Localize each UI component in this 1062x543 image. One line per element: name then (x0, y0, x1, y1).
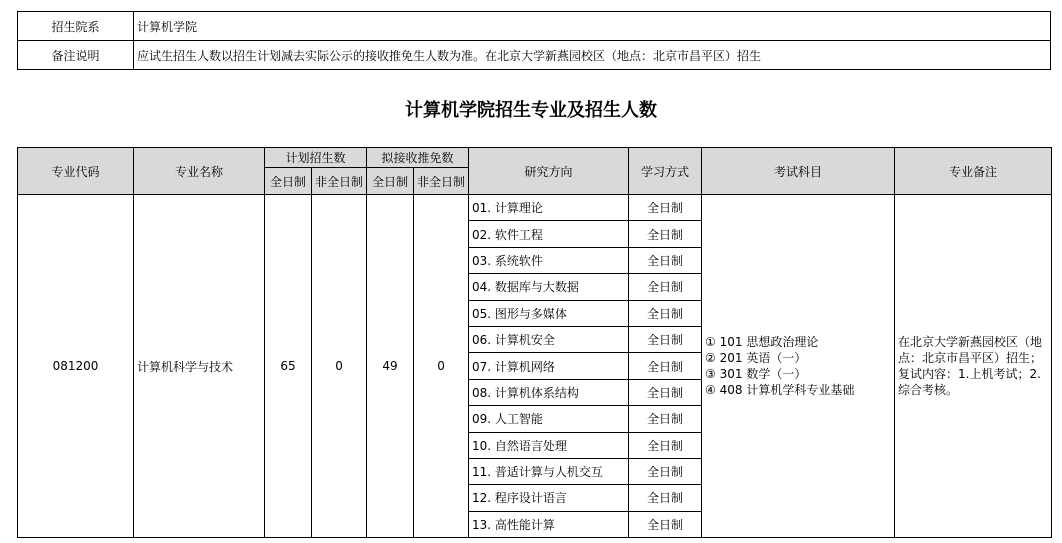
exam-subject: ③ 301 数学（一） (705, 367, 807, 382)
direction-mode: 全日制 (629, 353, 702, 379)
direction-name: 11. 普适计算与人机交互 (469, 458, 629, 484)
rec-fulltime-count: 49 (367, 195, 414, 538)
major-name: 计算机科学与技术 (134, 195, 265, 538)
exam-subject: ① 101 思想政治理论 (705, 335, 819, 350)
direction-name: 04. 数据库与大数据 (469, 274, 629, 300)
direction-name: 12. 程序设计语言 (469, 485, 629, 511)
direction-mode: 全日制 (629, 458, 702, 484)
exam-subjects (702, 195, 895, 538)
direction-mode: 全日制 (629, 300, 702, 326)
direction-name: 05. 图形与多媒体 (469, 300, 629, 326)
direction-mode: 全日制 (629, 406, 702, 432)
direction-mode: 全日制 (629, 221, 702, 247)
header-study-mode: 学习方式 (629, 148, 702, 195)
direction-name: 03. 系统软件 (469, 247, 629, 273)
direction-mode: 全日制 (629, 432, 702, 458)
department-label: 招生院系 (18, 12, 134, 41)
direction-name: 06. 计算机安全 (469, 326, 629, 352)
header-plan-parttime: 非全日制 (312, 168, 367, 195)
header-plan-fulltime: 全日制 (265, 168, 312, 195)
direction-name: 09. 人工智能 (469, 406, 629, 432)
header-exam: 考试科目 (702, 148, 895, 195)
major-remark-text: 在北京大学新燕园校区（地点：北京市昌平区）招生；复试内容：1.上机考试；2.综合考核。 (898, 335, 1043, 398)
major-code: 081200 (18, 195, 134, 538)
header-plan: 计划招生数 (265, 148, 367, 168)
info-row-remarks (18, 41, 1051, 70)
direction-name: 02. 软件工程 (469, 221, 629, 247)
direction-name: 01. 计算理论 (469, 195, 629, 221)
info-table (17, 11, 1051, 70)
plan-parttime-count: 0 (312, 195, 367, 538)
header-direction: 研究方向 (469, 148, 629, 195)
direction-mode: 全日制 (629, 274, 702, 300)
remarks-value: 应试生招生人数以招生计划减去实际公示的接收推免生人数为准。在北京大学新燕园校区（地点：北京市昌平区）招生 (134, 41, 1051, 70)
table-row (18, 195, 1052, 221)
header-rec-fulltime: 全日制 (367, 168, 414, 195)
direction-mode: 全日制 (629, 195, 702, 221)
direction-name: 08. 计算机体系结构 (469, 379, 629, 405)
info-row-department (18, 12, 1051, 41)
header-code: 专业代码 (18, 148, 134, 195)
exam-subject: ② 201 英语（一） (705, 351, 807, 366)
header-row-1 (18, 148, 1052, 168)
page-title: 计算机学院招生专业及招生人数 (405, 100, 657, 121)
enrollment-table (17, 147, 1052, 538)
direction-name: 07. 计算机网络 (469, 353, 629, 379)
header-name: 专业名称 (134, 148, 265, 195)
header-rec-parttime: 非全日制 (414, 168, 469, 195)
remarks-label: 备注说明 (18, 41, 134, 70)
direction-mode: 全日制 (629, 326, 702, 352)
direction-name: 13. 高性能计算 (469, 511, 629, 537)
header-recommend: 拟接收推免数 (367, 148, 469, 168)
exam-subject: ④ 408 计算机学科专业基础 (705, 383, 855, 398)
header-remark: 专业备注 (895, 148, 1052, 195)
direction-mode: 全日制 (629, 485, 702, 511)
direction-name: 10. 自然语言处理 (469, 432, 629, 458)
direction-mode: 全日制 (629, 511, 702, 537)
department-value: 计算机学院 (134, 12, 1051, 41)
rec-parttime-count: 0 (414, 195, 469, 538)
direction-mode: 全日制 (629, 379, 702, 405)
major-remark (895, 195, 1052, 538)
direction-mode: 全日制 (629, 247, 702, 273)
plan-fulltime-count: 65 (265, 195, 312, 538)
